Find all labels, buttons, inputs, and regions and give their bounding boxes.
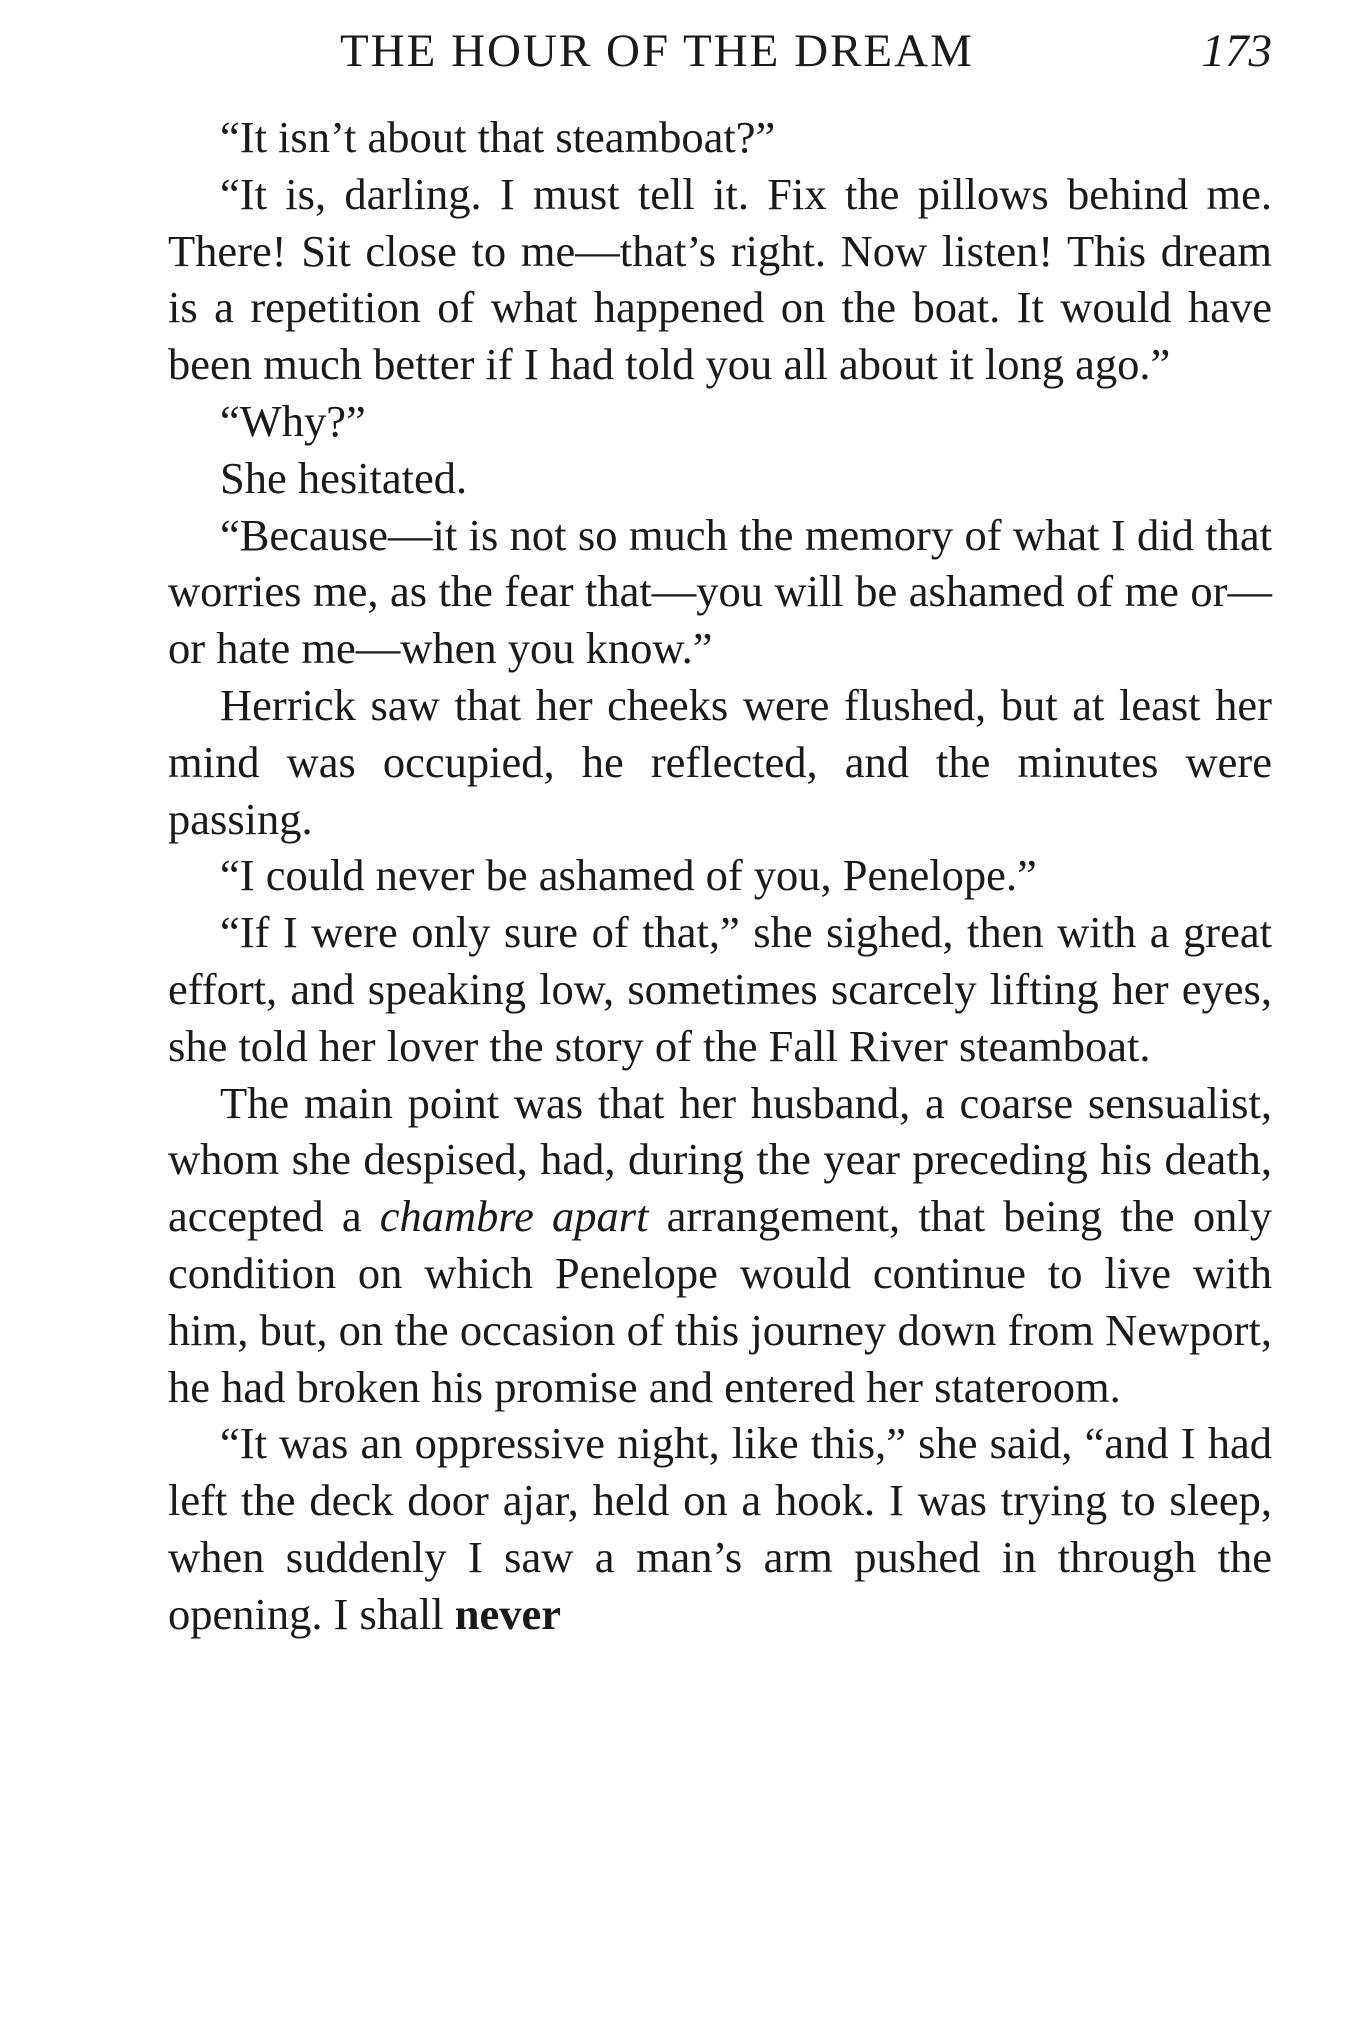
text-run: “It was an oppressive night, like this,” she said, “and I had left the deck door ajar, held on a hook. I was trying to sleep, when suddenly I saw a man’s arm pushed in through the opening. I shall xyxy=(168,1418,1272,1639)
paragraph xyxy=(168,507,1272,677)
paragraph xyxy=(168,1075,1272,1416)
paragraph xyxy=(168,847,1272,904)
paragraph xyxy=(168,450,1272,507)
text-run: “It is, darling. I must tell it. Fix the pillows behind me. There! Sit close to me—that’s right. Now listen! This dream is a repetition of what happened on the boat. It would have been much better if I had told you all about it long ago.” xyxy=(168,168,1272,390)
paragraph xyxy=(168,904,1272,1074)
text-run: She hesitated. xyxy=(220,452,468,503)
paragraph xyxy=(168,109,1272,166)
paragraph xyxy=(168,166,1272,393)
body-text xyxy=(168,109,1272,1643)
bold-word: never xyxy=(454,1588,561,1639)
text-run: “If I were only sure of that,” she sighed, then with a great effort, and speaking low, sometimes scarcely lifting her eyes, she told her lover the story of the Fall River steamboat. xyxy=(168,907,1272,1071)
text-run: “It isn’t about that steamboat?” xyxy=(220,112,776,162)
text-run: “I could never be ashamed of you, Penelope.” xyxy=(220,850,1037,901)
page-number: 173 xyxy=(1201,25,1272,77)
text-run: Herrick saw that her cheeks were flushed, but at least her mind was occupied, he reflected, and the minutes were passing. xyxy=(168,679,1272,844)
italic-phrase: chambre apart xyxy=(379,1191,649,1242)
paragraph xyxy=(168,1415,1272,1642)
running-head: THE HOUR OF THE DREAM xyxy=(340,25,974,77)
page-header xyxy=(168,22,1272,92)
paragraph xyxy=(168,677,1272,847)
text-run: “Because—it is not so much the memory of what I did that worries me, as the fear that—you will be ashamed of me or—or hate me—when you know.” xyxy=(168,509,1272,674)
paragraph xyxy=(168,393,1272,450)
text-run: “Why?” xyxy=(220,395,366,446)
text-run: The main point was that her husband, a coarse sensualist, whom she despised, had, during the year preceding his death, accepted a xyxy=(168,1077,1272,1242)
text-run: arrangement, that being the only condition on which Penelope would continue to live with him, but, on the occasion of this journey down from Newport, he had broken his promise and entered her stateroom. xyxy=(168,1191,1272,1412)
